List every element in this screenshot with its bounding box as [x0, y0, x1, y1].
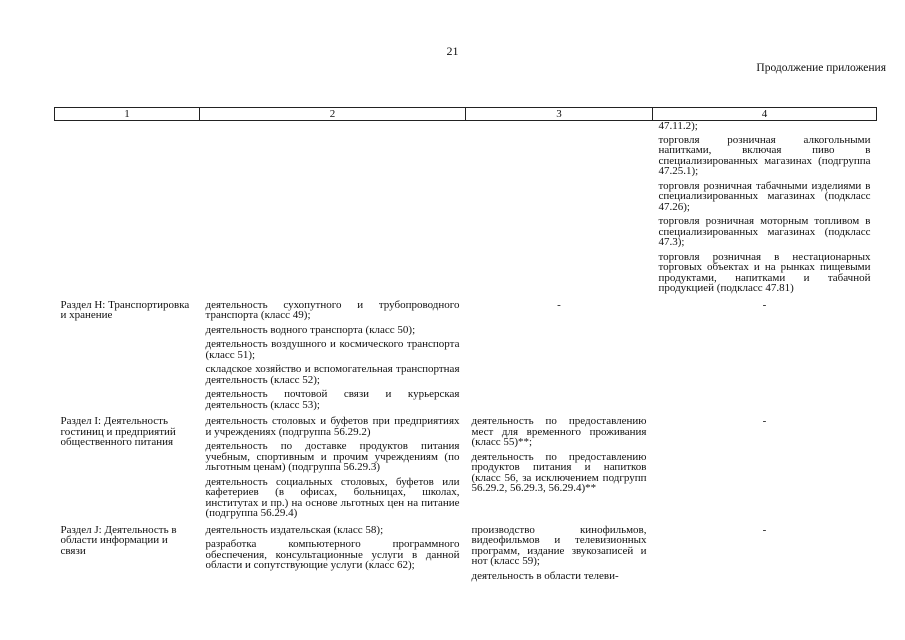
column-header-4: 4 — [653, 108, 877, 121]
column-header-3: 3 — [466, 108, 653, 121]
section-cell — [55, 525, 200, 582]
activity-table — [54, 107, 877, 581]
column-header-1: 1 — [55, 108, 200, 121]
table-header-row — [55, 108, 877, 121]
column-header-2: 2 — [200, 108, 466, 121]
activity-entry: складское хозяйство и вспомогательная транспортная деятельность (класс 52); — [205, 363, 460, 386]
activity-entry: деятельность в области телеви- — [471, 569, 619, 582]
table-row — [55, 121, 877, 300]
activity-cell — [653, 121, 877, 300]
empty-dash: - — [762, 298, 767, 311]
section-cell — [55, 416, 200, 525]
table-row — [55, 300, 877, 417]
activity-entry: деятельность издательская (класс 58); — [205, 523, 384, 536]
activity-cell — [653, 525, 877, 582]
activity-cell — [466, 121, 653, 300]
page-number: 21 — [446, 44, 459, 58]
activity-entry: деятельность по предоставлению продуктов питания и напитков (класс 56, за исключением подгрупп 56.29.2, 56.29.3, 56.29.4)** — [471, 450, 647, 494]
activity-entry: торговля розничная в нестационарных торговых объектах и на рынках пищевыми продуктами, напитками и табачной продукцией (подкласс 47.81) — [658, 250, 871, 294]
empty-dash: - — [762, 523, 767, 536]
activity-cell — [200, 300, 466, 417]
activity-entry: деятельность по доставке продуктов питания учебным, спортивным и прочим учреждениям (по льготным ценам) (подгруппа 56.29.3) — [205, 440, 460, 473]
activity-cell — [466, 525, 653, 582]
activity-entry: торговля розничная моторным топливом в специализированных магазинах (подкласс 47.3); — [658, 215, 871, 248]
activity-entry: торговля розничная алкогольными напитками, включая пиво в специализированных магазинах (подгруппа 47.25.1); — [658, 133, 871, 177]
activity-entry: деятельность почтовой связи и курьерская деятельность (класс 53); — [205, 388, 460, 411]
activity-entry: торговля розничная табачными изделиями в специализированных магазинах (подкласс 47.26); — [658, 179, 871, 213]
continuation-label: Продолжение приложения — [756, 62, 886, 74]
activity-entry: деятельность столовых и буфетов при предприятиях и учреждениях (подгруппа 56.29.2) — [205, 415, 460, 438]
activity-cell — [200, 416, 466, 525]
empty-dash: - — [762, 415, 767, 427]
activity-entry: деятельность воздушного и космического транспорта (класс 51); — [205, 338, 460, 361]
activity-cell — [200, 525, 466, 582]
activity-entry: деятельность социальных столовых, буфетов или кафетериев (в офисах, больницах, школах, институтах и пр.) на основе льготных цен на питание (подгруппа 56.29.4) — [205, 475, 460, 519]
section-title: Раздел H: Транспортировка и хранение — [60, 298, 190, 321]
activity-entry: 47.11.2); — [658, 120, 698, 132]
section-title: Раздел J: Деятельность в области информации и связи — [60, 523, 177, 557]
activity-entry: деятельность водного транспорта (класс 50); — [205, 323, 416, 336]
activity-entry: разработка компьютерного программного обеспечения, консультационные услуги в данной области и сопутствующие услуги (класс 62); — [205, 538, 460, 571]
section-title: Раздел I: Деятельность гостиниц и предприятий общественного питания — [60, 415, 176, 448]
activity-cell — [653, 300, 877, 417]
activity-entry: деятельность по предоставлению мест для временного проживания (класс 55)**; — [471, 415, 647, 448]
empty-dash: - — [557, 298, 561, 311]
activity-cell — [200, 121, 466, 300]
activity-cell — [653, 416, 877, 525]
activity-entry: производство кинофильмов, видеофильмов и телевизионных программ, издание звукозаписей и нот (класс 59); — [471, 523, 647, 567]
activity-cell — [466, 416, 653, 525]
table-row — [55, 525, 877, 582]
activity-entry: деятельность сухопутного и трубопроводного транспорта (класс 49); — [205, 298, 460, 321]
section-cell — [55, 121, 200, 300]
table-row — [55, 416, 877, 525]
section-cell — [55, 300, 200, 417]
activity-cell — [466, 300, 653, 417]
